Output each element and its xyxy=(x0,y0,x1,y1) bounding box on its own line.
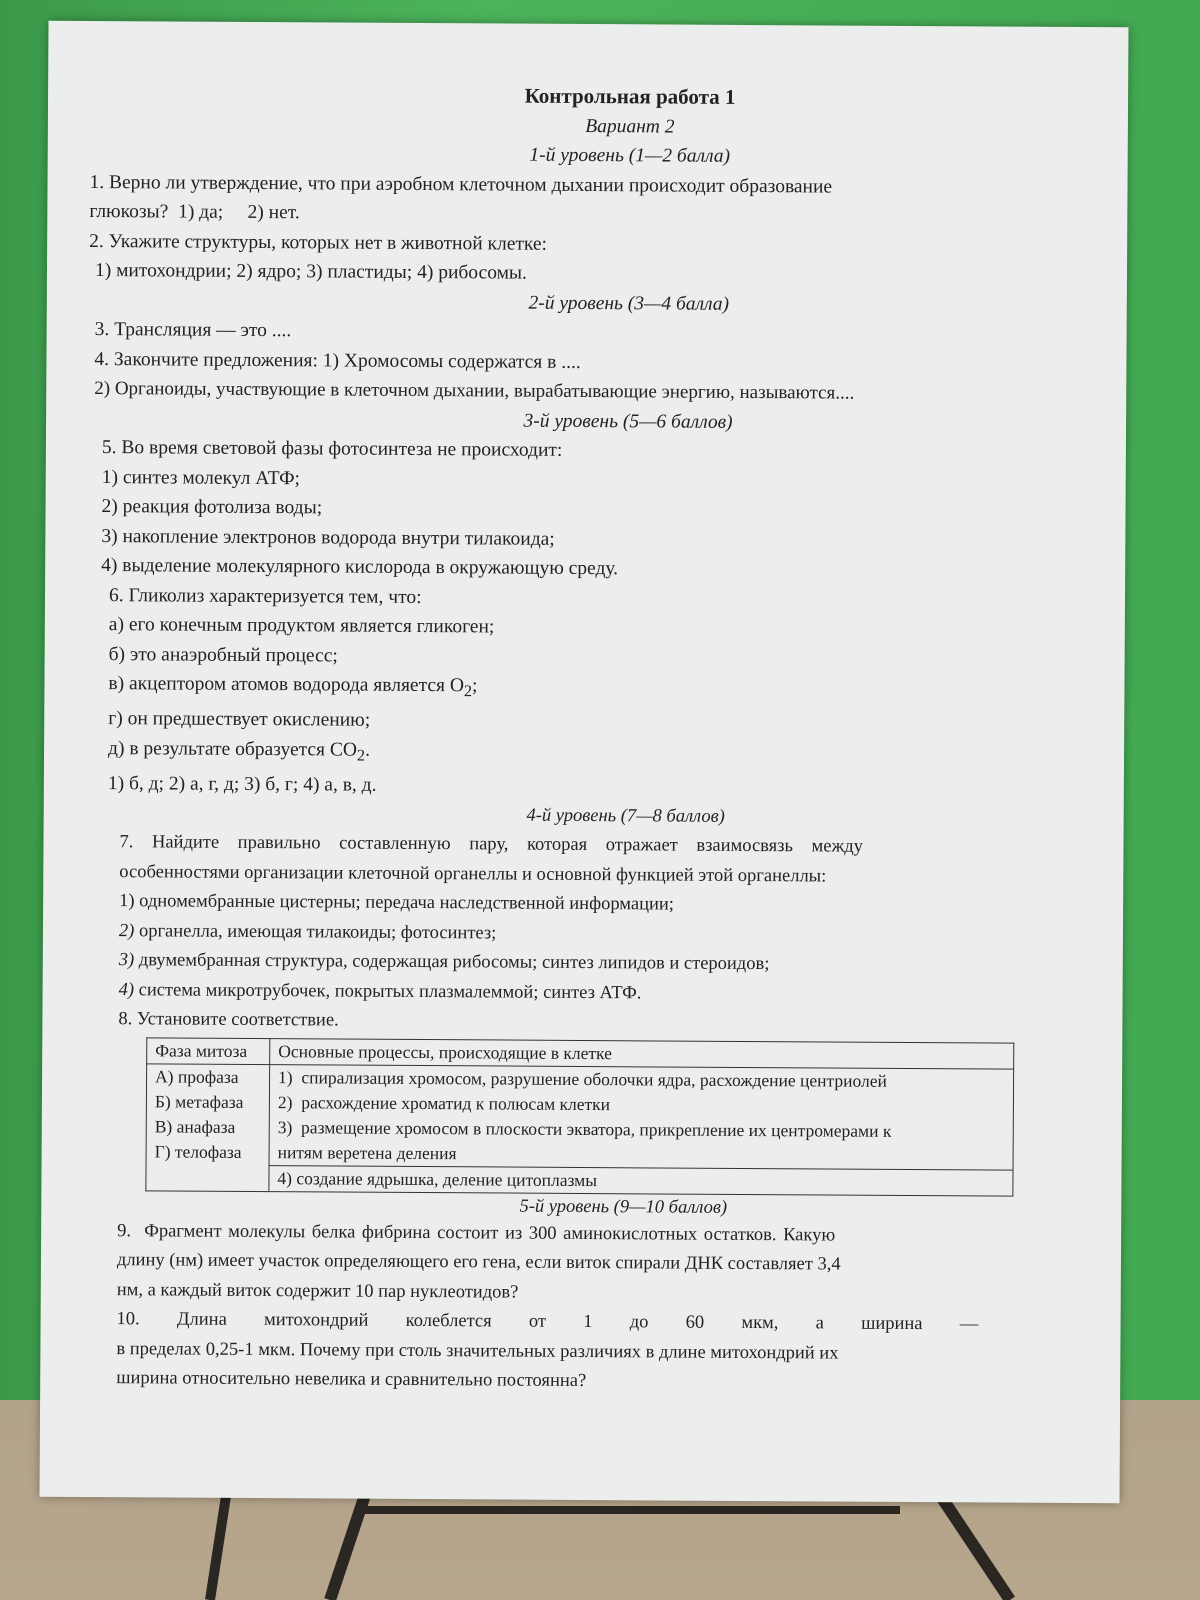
phase-column xyxy=(146,1064,270,1192)
question-2-line-2: 1) митохондрии; 2) ядро; 3) пластиды; 4) рибосомы. xyxy=(94,260,527,284)
question-6-stem: 6. Гликолиз характеризуется тем, что: xyxy=(108,584,422,608)
question-10-line-1: 10. Длина митохондрий колеблется от 1 до 60 мкм, а ширина — xyxy=(116,1309,979,1335)
question-7-option-2-number: 2) xyxy=(118,920,135,942)
matching-table xyxy=(145,1037,1014,1196)
question-7-option-4-text: система микротрубочек, покрытых плазмалеммой; синтез АТФ. xyxy=(133,980,642,1004)
question-10-line-2: в пределах 0,25-1 мкм. Почему при столь значительных различиях в длине митохондрий их xyxy=(116,1338,839,1364)
level-1-heading: 1-й уровень (1—2 балла) xyxy=(529,144,731,167)
question-4-line-2: 2) Органоиды, участвующие в клеточном дыхании, вырабатывающие энергию, называются.... xyxy=(94,378,855,404)
question-1-line-1: 1. Верно ли утверждение, что при аэробном клеточном дыхании происходит образование xyxy=(89,171,833,198)
process-item: 2) расхождение хроматид к полюсам клетки xyxy=(277,1091,611,1114)
question-9-line-2: длину (нм) имеет участок определяющего его гена, если виток спирали ДНК составляет 3,4 xyxy=(116,1250,841,1275)
oxygen-subscript: 2 xyxy=(463,682,473,701)
question-6-item-a: а) его конечным продуктом является гликоген; xyxy=(108,614,495,638)
phase-item: А) профаза xyxy=(155,1066,239,1087)
header-processes: Основные процессы, происходящие в клетке xyxy=(270,1038,1014,1069)
phase-item: Б) метафаза xyxy=(154,1091,244,1112)
process-item: 3) размещение хромосом в плоскости экватора, прикрепление их центромерами к xyxy=(277,1116,892,1141)
question-5-option-3: 3) накопление электронов водорода внутри тилакоида; xyxy=(101,525,555,550)
question-3: 3. Трансляция — это .... xyxy=(94,319,292,342)
phase-item: Г) телофаза xyxy=(154,1141,242,1162)
question-5-option-1: 1) синтез молекул АТФ; xyxy=(101,466,301,489)
question-6-item-v-text: в) акцептором атомов водорода является O xyxy=(108,673,465,697)
question-6-answers: 1) б, д; 2) а, г, д; 3) б, г; 4) а, в, д. xyxy=(107,773,377,797)
question-6-item-g: г) он предшествует окислению; xyxy=(108,708,371,732)
header-phase: Фаза митоза xyxy=(147,1038,270,1065)
question-6-item-v xyxy=(86,669,1086,710)
level-3-heading: 3-й уровень (5—6 баллов) xyxy=(523,410,733,433)
question-7-option-3-number: 3) xyxy=(118,950,135,971)
question-6-item-b: б) это анаэробный процесс; xyxy=(108,643,338,666)
level-2-heading: 2-й уровень (3—4 балла) xyxy=(528,292,730,315)
question-5-stem: 5. Во время световой фазы фотосинтеза не происходит: xyxy=(101,437,563,461)
question-2-line-1: 2. Укажите структуры, которых нет в животной клетке: xyxy=(89,230,548,255)
process-item-last: 4) создание ядрышка, деление цитоплазмы xyxy=(269,1165,1013,1196)
question-10-line-3: ширина относительно невелика и сравнительно постоянна? xyxy=(116,1368,587,1392)
question-7-option-4-number: 4) xyxy=(118,979,135,1001)
question-7-stem-line-1: 7. Найдите правильно составленную пару, которая отражает взаимосвязь между xyxy=(119,832,864,857)
question-6-item-v-end: ; xyxy=(472,675,478,697)
co2-subscript: 2 xyxy=(356,746,366,765)
page-title: Контрольная работа 1 xyxy=(524,83,736,109)
question-6-item-d-text: д) в результате образуется CO xyxy=(108,737,358,761)
question-5-option-2: 2) реакция фотолиза воды; xyxy=(101,496,323,519)
question-7-stem-line-2: особенностями организации клеточной органеллы и основной функцией этой органеллы: xyxy=(119,861,827,887)
level-4-heading: 4-й уровень (7—8 баллов) xyxy=(526,805,725,827)
question-7-option-1: 1) одномембранные цистерны; передача наследственной информации; xyxy=(119,891,675,915)
phase-item: В) анафаза xyxy=(154,1116,236,1137)
question-1-line-2: глюкозы? 1) да; 2) нет. xyxy=(89,200,300,224)
process-item-continuation: нитям веретена деления xyxy=(277,1141,457,1164)
question-6-item-d-end: . xyxy=(365,739,371,761)
question-9-line-1: 9. Фрагмент молекулы белка фибрина состоит из 300 аминокислотных остатков. Какую xyxy=(117,1220,836,1246)
process-item: 1) спирализация хромосом, разрушение оболочки ядра, расхождение центриолей xyxy=(278,1066,887,1091)
question-7-option-2-text: органелла, имеющая тилакоиды; фотосинтез; xyxy=(134,921,497,944)
question-7-option-3-text: двумембранная структура, содержащая рибосомы; синтез липидов и стероидов; xyxy=(134,950,770,975)
question-9-line-3: нм, а каждый виток содержит 10 пар нуклеотидов? xyxy=(116,1279,519,1303)
process-column xyxy=(269,1064,1014,1170)
matching-table-row xyxy=(146,1064,1014,1170)
exam-sheet xyxy=(40,21,1129,1504)
question-6-item-d xyxy=(86,734,1086,775)
sheet-content xyxy=(82,79,1090,1400)
question-8-stem: 8. Установите соответствие. xyxy=(118,1009,339,1031)
variant-label: Вариант 2 xyxy=(585,115,675,138)
question-5-option-4: 4) выделение молекулярного кислорода в окружающую среду. xyxy=(101,555,619,580)
question-4-line-1: 4. Закончите предложения: 1) Хромосомы содержатся в .... xyxy=(94,348,581,373)
level-5-heading: 5-й уровень (9—10 баллов) xyxy=(519,1196,728,1218)
